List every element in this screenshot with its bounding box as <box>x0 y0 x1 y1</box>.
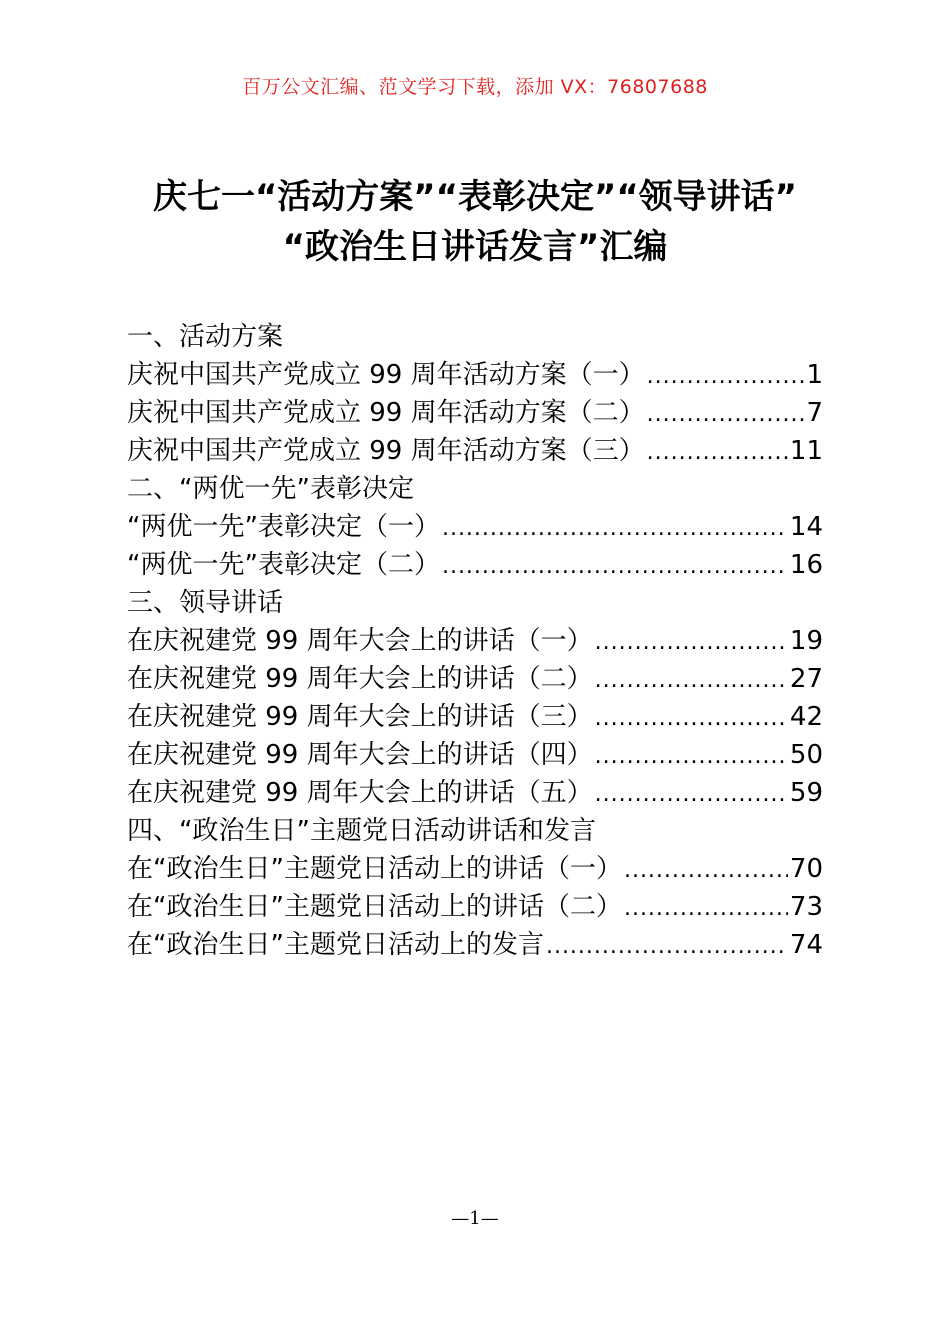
title-line-2: “政治生日讲话发言”汇编 <box>282 227 668 267</box>
toc-page-number: 70 <box>789 854 823 884</box>
toc-entry[interactable] <box>127 546 823 584</box>
document-title <box>0 172 950 272</box>
toc-entry-title: 在庆祝建党 99 周年大会上的讲话（二） <box>127 664 593 694</box>
dot-leader <box>595 776 788 814</box>
toc-entry-title: 庆祝中国共产党成立 99 周年活动方案（二） <box>127 398 645 428</box>
dot-leader <box>595 662 788 700</box>
toc-entry[interactable] <box>127 432 823 470</box>
title-line-1: 庆七一“活动方案”“表彰决定”“领导讲话” <box>152 177 798 217</box>
toc-entry-title: 在庆祝建党 99 周年大会上的讲话（一） <box>127 626 593 656</box>
toc-entry-title: 在庆祝建党 99 周年大会上的讲话（四） <box>127 740 593 770</box>
table-of-contents <box>127 318 823 964</box>
toc-page-number: 19 <box>789 626 823 656</box>
toc-section-heading: 三、领导讲话 <box>127 588 284 618</box>
toc-page-number: 16 <box>789 550 823 580</box>
toc-section-heading: 一、活动方案 <box>127 322 284 352</box>
toc-page-number: 73 <box>789 892 823 922</box>
toc-entry[interactable] <box>127 622 823 660</box>
toc-entry-title: 庆祝中国共产党成立 99 周年活动方案（一） <box>127 360 645 390</box>
dot-leader <box>442 510 788 548</box>
toc-entry-title: “两优一先”表彰决定（一） <box>127 512 440 542</box>
dot-leader <box>595 624 788 662</box>
toc-entry[interactable] <box>127 774 823 812</box>
toc-entry-title: “两优一先”表彰决定（二） <box>127 550 440 580</box>
dot-leader <box>442 548 788 586</box>
dot-leader <box>595 700 788 738</box>
dot-leader <box>647 396 805 434</box>
toc-page-number: 50 <box>789 740 823 770</box>
toc-entry-title: 在“政治生日”主题党日活动上的发言 <box>127 930 544 960</box>
toc-entry[interactable] <box>127 926 823 964</box>
toc-entry[interactable] <box>127 660 823 698</box>
toc-page-number: 59 <box>789 778 823 808</box>
toc-page-number: 27 <box>789 664 823 694</box>
toc-entry[interactable] <box>127 736 823 774</box>
toc-entry[interactable] <box>127 698 823 736</box>
dot-leader <box>624 890 788 928</box>
toc-page-number: 42 <box>789 702 823 732</box>
toc-page-number: 74 <box>789 930 823 960</box>
toc-page-number: 14 <box>789 512 823 542</box>
toc-entry-title: 在“政治生日”主题党日活动上的讲话（一） <box>127 854 622 884</box>
toc-page-number: 1 <box>806 360 823 390</box>
dot-leader <box>647 434 788 472</box>
dot-leader <box>624 852 788 890</box>
toc-entry[interactable] <box>127 394 823 432</box>
toc-entry[interactable] <box>127 850 823 888</box>
toc-section-heading: 二、“两优一先”表彰决定 <box>127 474 414 504</box>
toc-entry[interactable] <box>127 356 823 394</box>
toc-entry-title: 在庆祝建党 99 周年大会上的讲话（三） <box>127 702 593 732</box>
header-note: 百万公文汇编、范文学习下载，添加 VX：76807688 <box>242 76 708 98</box>
toc-entry-title: 在庆祝建党 99 周年大会上的讲话（五） <box>127 778 593 808</box>
dot-leader <box>595 738 788 776</box>
toc-entry-title: 在“政治生日”主题党日活动上的讲话（二） <box>127 892 622 922</box>
toc-page-number: 11 <box>789 436 823 466</box>
dot-leader <box>647 358 805 396</box>
toc-page-number: 7 <box>806 398 823 428</box>
toc-entry[interactable] <box>127 888 823 926</box>
toc-entry[interactable] <box>127 508 823 546</box>
dot-leader <box>546 928 788 966</box>
toc-entry-title: 庆祝中国共产党成立 99 周年活动方案（三） <box>127 436 645 466</box>
toc-section-heading: 四、“政治生日”主题党日活动讲话和发言 <box>127 816 596 846</box>
page-number-footer: —1— <box>451 1208 499 1229</box>
